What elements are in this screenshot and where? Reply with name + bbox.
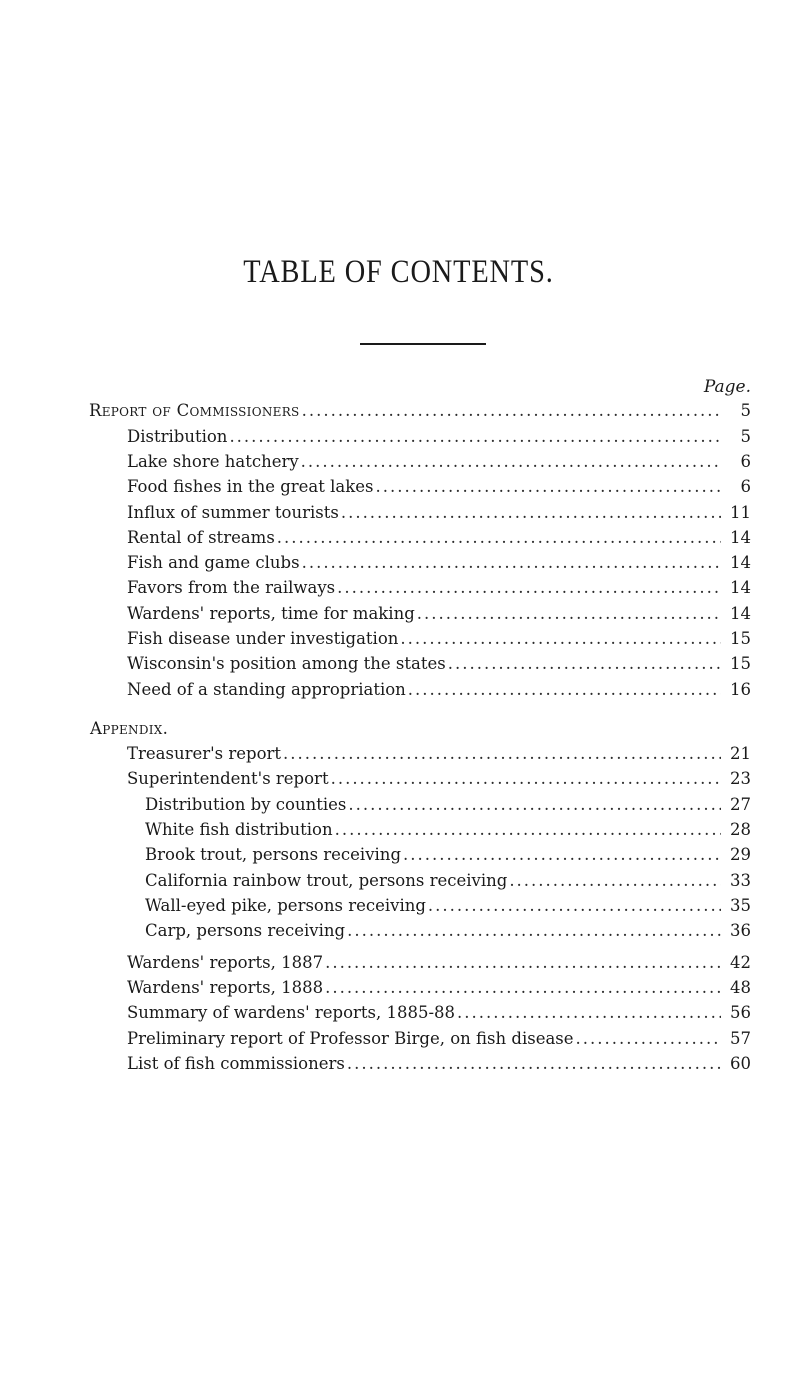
toc-entry-label: Wardens' reports, time for making	[127, 604, 415, 623]
toc-section-report	[89, 400, 751, 422]
dot-leader	[283, 743, 721, 765]
toc-page-number: 57	[730, 1029, 751, 1048]
dot-leader	[408, 679, 721, 701]
dot-leader	[302, 400, 721, 422]
toc-entry-label: White fish distribution	[145, 820, 333, 839]
toc-sub-entry	[145, 895, 751, 917]
dot-leader	[347, 920, 721, 942]
dot-leader	[331, 768, 721, 790]
toc-entry	[127, 451, 751, 473]
toc-section-label: Report of Commissioners	[89, 401, 300, 420]
toc-page-number: 14	[730, 604, 751, 623]
dot-leader	[337, 577, 721, 599]
dot-leader	[509, 870, 721, 892]
toc-entry	[127, 502, 751, 524]
toc-entry	[127, 743, 751, 765]
toc-entry	[127, 603, 751, 625]
toc-entry-label: Wall-eyed pike, persons receiving	[145, 896, 426, 915]
toc-page-number: 6	[740, 477, 751, 496]
dot-leader	[348, 794, 721, 816]
toc-entry-label: California rainbow trout, persons receiving	[145, 871, 508, 890]
toc-entry-label: Superintendent's report	[127, 769, 329, 788]
toc-entry-label: Food fishes in the great lakes	[127, 477, 374, 496]
dot-leader	[301, 451, 721, 473]
toc-entry	[127, 426, 751, 448]
toc-page-number: 28	[730, 820, 751, 839]
toc-entry	[127, 628, 751, 650]
toc-page-number: 14	[730, 578, 751, 597]
dot-leader	[576, 1028, 721, 1050]
dot-leader	[376, 476, 722, 498]
toc-entry	[127, 768, 751, 790]
toc-page-number: 48	[730, 978, 751, 997]
dot-leader	[325, 977, 721, 999]
dot-leader	[448, 653, 721, 675]
toc-page-number: 14	[730, 553, 751, 572]
toc-page-number: 14	[730, 528, 751, 547]
toc-page-number: 15	[730, 629, 751, 648]
toc-page-number: 35	[730, 896, 751, 915]
toc-page-number: 27	[730, 795, 751, 814]
toc-entry	[127, 1053, 751, 1075]
toc-entry-label: Distribution by counties	[145, 795, 347, 814]
toc-page-number: 29	[730, 845, 751, 864]
toc-sub-entry	[145, 794, 751, 816]
toc-entry	[127, 527, 751, 549]
title-rule	[360, 343, 486, 345]
toc-sub-entry	[145, 819, 751, 841]
dot-leader	[335, 819, 721, 841]
toc-page-number: 56	[730, 1003, 751, 1022]
toc-entry	[127, 952, 751, 974]
dot-leader	[400, 628, 721, 650]
toc-entry-label: Preliminary report of Professor Birge, on fish disease	[127, 1029, 574, 1048]
dot-leader	[277, 527, 721, 549]
toc-page-number: 5	[740, 401, 751, 420]
dot-leader	[403, 844, 721, 866]
toc-entry-label: Influx of summer tourists	[127, 503, 339, 522]
toc-page-number: 15	[730, 654, 751, 673]
dot-leader	[341, 502, 721, 524]
toc-entry	[127, 1002, 751, 1024]
dot-leader	[229, 426, 721, 448]
dot-leader	[302, 552, 721, 574]
toc-entry	[127, 679, 751, 701]
dot-leader	[457, 1002, 721, 1024]
toc-entry	[127, 577, 751, 599]
toc-entry-label: Favors from the railways	[127, 578, 336, 597]
toc-sub-entry	[145, 920, 751, 942]
toc-entry-label: Distribution	[127, 427, 228, 446]
toc-entry-label: Wisconsin's position among the states	[127, 654, 446, 673]
toc-entry-label: List of fish commissioners	[127, 1054, 345, 1073]
toc-entry-label: Fish disease under investigation	[127, 629, 399, 648]
toc-page-number: 11	[730, 503, 751, 522]
dot-leader	[347, 1053, 721, 1075]
toc-page-number: 36	[730, 921, 751, 940]
toc-entry-label: Wardens' reports, 1887	[127, 953, 324, 972]
toc-entry-label: Lake shore hatchery	[127, 452, 299, 471]
toc-entry-label: Brook trout, persons receiving	[145, 845, 401, 864]
toc-sub-entry	[145, 870, 751, 892]
toc-entry-label: Fish and game clubs	[127, 553, 300, 572]
toc-page-number: 5	[740, 427, 751, 446]
dot-leader	[428, 895, 721, 917]
toc-entry	[127, 1028, 751, 1050]
toc-entry-label: Wardens' reports, 1888	[127, 978, 324, 997]
toc-entry	[127, 977, 751, 999]
toc-page-number: 33	[730, 871, 751, 890]
toc-entry	[127, 552, 751, 574]
toc-section-appendix: Appendix.	[90, 719, 169, 738]
toc-page-number: 16	[730, 680, 751, 699]
toc-page-number: 42	[730, 953, 751, 972]
toc-page-number: 60	[730, 1054, 751, 1073]
toc-entry	[127, 476, 751, 498]
toc-entry-label: Summary of wardens' reports, 1885-88	[127, 1003, 456, 1022]
dot-leader	[325, 952, 721, 974]
toc-page-number: 21	[730, 744, 751, 763]
page-column-heading: Page.	[703, 377, 751, 397]
dot-leader	[417, 603, 721, 625]
toc-sub-entry	[145, 844, 751, 866]
page-title: TABLE OF CONTENTS.	[243, 254, 554, 290]
toc-entry-label: Need of a standing appropriation	[127, 680, 406, 699]
toc-entry	[127, 653, 751, 675]
toc-page-number: 6	[740, 452, 751, 471]
toc-page-number: 23	[730, 769, 751, 788]
toc-entry-label: Rental of streams	[127, 528, 275, 547]
toc-entry-label: Treasurer's report	[127, 744, 282, 763]
toc-entry-label: Carp, persons receiving	[145, 921, 346, 940]
